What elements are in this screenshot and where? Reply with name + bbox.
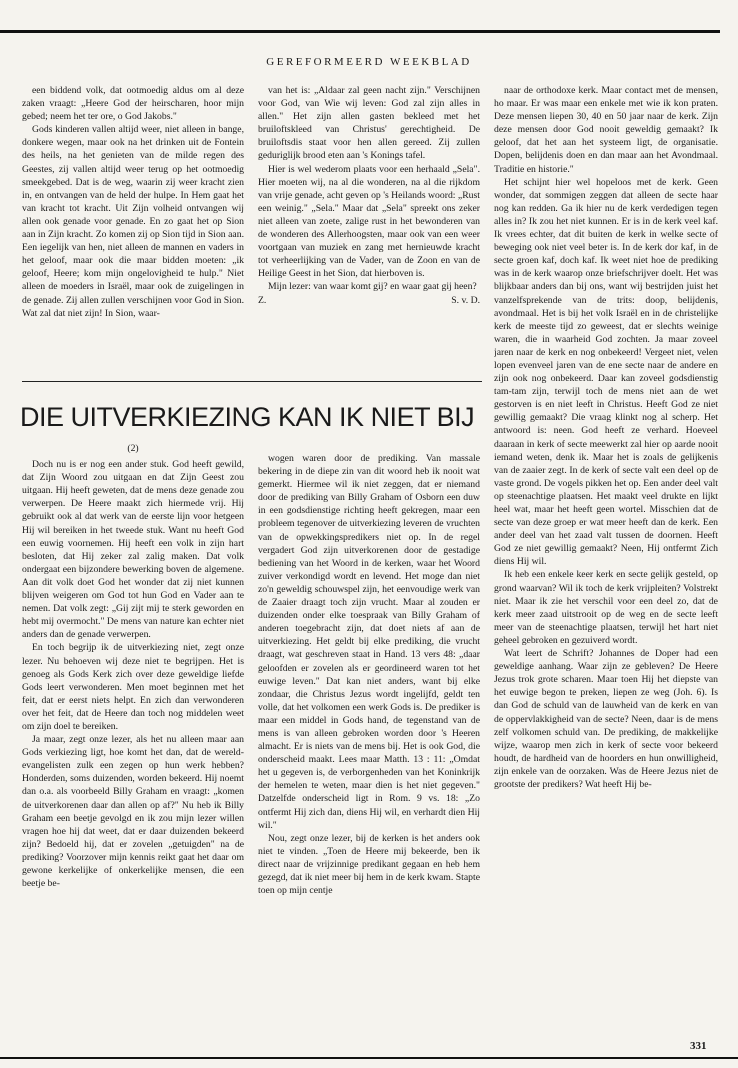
paragraph: En toch begrijp ik de uitverkiezing niet, zegt onze lezer. Nu behoeven wij deze niet te begrijpen. Het is genoeg als Gods Kerk zich over deze geweldige liefde Gods leert verwonderen. Men moet beginnen met het feit, dat er eerst niets helpt. En zich dan verwonderen over het feit, dat de Heere dan toch nog middelen weet om zijn doel te bereiken. [22,642,244,732]
paragraph: Gods kinderen vallen altijd weer, niet alleen in bange, donkere wegen, maar ook na het drinken uit de Fontein des heils, na het genieten van de milde regen des Geestes, zij vallen altijd weer terug op het ootmoedig smeekgebed. Dat is de weg, waarin zij weer kracht zien in, en ontvangen van de held der hulpe. In Hem gaat het van kracht tot kracht. Uit Zijn volheid ontvangen wij allen ook genade voor genade. En zo gaat het op Sion aan in Zijn kracht. Zo komen zij op Sion tijd in Sion aan. Een iegelijk van hen, niet alleen de mannen en vaders in het geloof, maar ook die maar bidden moeten: „ik geloof, Heere; kom mijn ongelovigheid te hulp." Niet alleen de moeders in Israël, maar ook de zuigelingen in de genade. Zij allen zullen verschijnen voor God in Sion. Wat zal dat niet zijn! In Sion, waar- [22,124,244,319]
paragraph: Mijn lezer: van waar komt gij? en waar gaat gij heen? [268,281,477,293]
column-5 [258,452,480,1026]
paragraph: naar de orthodoxe kerk. Maar contact met de mensen, ho maar. Er was maar een enkele met wie ik kon praten. Deze mensen liepen 30, 40 en 50 jaar naar de kerk. Zijn deze mensen door God nooit geweldig gemaakt? Ik geloof, dat het aan het systeem ligt, de organisatie. Dopen, belijdenis doen en dan maar aan het Avondmaal. Traditie en historie." [494,85,718,175]
top-rule [0,30,720,33]
paragraph: Ik heb een enkele keer kerk en secte gelijk gesteld, op grond waarvan? Wil ik toch de kerk vrijpleiten? Volstrekt niet. Maar ik zie het verschil voor een deel zo, dat de kerk meer zaad uitstrooit op de weg en de secte leeft meer van de steenachtige plaatsen, terwijl het hart niet geheel gebroken en gezuiverd wordt. [494,569,718,646]
paragraph: Hier is wel wederom plaats voor een herhaald „Sela". Hier moeten wij, na al die wonderen, na al die rijkdom van vrije genade, acht geven op 's Heilands woord: „Rust een weinig." „Sela." Maar dat „Sela" spreekt ons zeker niet alleen van zoete, zalige rust in het bewonderen van de wonderen des Allerhoogsten, maar ook van een weer voortgaan van muziek en zang met hernieuwde kracht tot verheerlijking van de Vader, van de Zoon en van de Heilige Geest in het Sion, dat hierboven is. [258,163,480,280]
part-number: (2) [127,443,139,454]
paragraph: een biddend volk, dat ootmoedig aldus om al deze zaken vraagt: „Heere God der heirscharen, hoor mijn gebed; neem het ter ore, o God Jakobs." [22,85,244,123]
article-headline: DIE UITVERKIEZING KAN IK NIET BIJ [20,402,475,432]
signature-left: Z. [258,294,267,306]
paragraph: wogen waren door de prediking. Van massale bekering in de diepe zin van dit woord heb ik nooit wat gemerkt. Hiermee wil ik niet zeggen, dat er niemand door de prediking van Billy Graham of Osborn een duw in een godsdienstige richting heeft gekregen, maar een probleem tegenover de uitverkiezing leveren de vruchten van de opwekkingspredikers niet op. In de regel vergadert God zijn uitverkorenen door de gestadige bediening van het Woord in de kerken, waar het Woord zuiver verkondigd wordt en levend. Het moge dan niet zo'n geweldig schouwspel zijn, het eenvoudige werk van de Zaaier draagt toch zijn vrucht. Maar al zouden er duizenden onder elke toespraak van Billy Graham of anderen toegebracht zijn, dat doet niets af aan de uitverkiezing. Het geldt bij elke prediking, die vrucht draagt, wat geschreven staat in Hand. 13 vers 48: „daar geloofden er zovelen als er geordineerd waren tot het euwige leven." Dat kan niet anders, want bij elke zondaar, die Christus Jezus wordt ingelijfd, geldt ten volle, dat het volkomen een werk Gods is. De prediker is maar een middel in Gods hand, de tegenstand van de mens is van alleen gebroken worden door 's Heeren almacht. Er is niets van de mens bij. Het is ook God, die onderscheid maakt. Lees maar Matth. 13 : 11: „Omdat het u gegeven is, de verborgenheden van het Koninkrijk der hemelen te weten, maar dien is het niet gegeven." Datzelfde onderscheid ligt in Rom. 9 vs. 18: „Zo ontfermt Hij zich dan, diens Hij wil, en verhardt dien Hij wil." [258,453,480,831]
paragraph: Wat leert de Schrift? Johannes de Doper had een geweldige aanhang. Waar zijn ze gebleven? De Heere Jezus trok grote scharen. Maar toen Hij het diepste van het euwige begon te preken, liepen ze weg (Joh. 6). Is dan God de schuld van de lauwheid van de kerk en van de oppervlakkigheid van de secte? Neen, daar is de mens zelf volkomen schuld van. De prediking, de makkelijke wijze, waarop men zich in kerk of secte voor bekeerd houdt, de hardheid van de hoorders en hun onwilligheid, zijn enkele van de oorzaken. Was de Heere Jezus niet de grootste der predikers? Wat heeft Hij be- [494,648,718,790]
signature-line [258,294,480,307]
page-header: GEREFORMEERD WEEKBLAD [266,56,472,68]
paragraph: Doch nu is er nog een ander stuk. God heeft gewild, dat Zijn Woord zou uitgaan en dat Zijn Geest zou uitgaan. Hij heeft geweten, dat de mens deze genade zou verwerpen. De Heere maakt zich hiermede vrij. Hij gebruikt ook al dat werk van de eerste lijn voor hetgeen Hij wil bereiken in het tweede stuk. Want nu heeft God een euwig voornemen. Hij heeft een volk in zijn hart besloten, dat Hij zeker zal zalig maken. Dat volk ondergaat een bijzondere bewerking boven de algemene. Aan dit volk doet God het wonder dat zij niet kunnen blijven weigeren om God tot hun God en Vader aan te nemen. Dat volk zegt: „Gij zijt mij te sterk geworden en hebt mij overmocht." De mens van nature kan echter niet anders dan de genade verwerpen. [22,459,244,641]
column-1 [22,84,244,368]
column-3 [494,84,718,1026]
paragraph: Ja maar, zegt onze lezer, als het nu alleen maar aan Gods verkiezing ligt, hoe komt het dan, dat de wereld-evangelisten zulk een zegen op hun werk hebben? Honderden, soms duizenden, worden bekeerd. Hij noemt dan o.a. als voorbeeld Billy Graham en vraagt: „komen de uitverkorenen daar dan allen op af?" Nu heb ik Billy Graham een beetje gevolgd en ik zou mijn lezer willen vragen hoe hij dat weet, dat er daar duizenden bekeerd zijn? Bedoeld hij, dat er zovelen „getuigden" na de prediking? Voorzover mijn kennis reikt gaat het daar om gewone kerkelijke of onkerkelijke mensen, die een beetje be- [22,734,244,890]
paragraph: Het schijnt hier wel hopeloos met de kerk. Geen wonder, dat sommigen zeggen dat alleen de secte haar nog kan redden. Ga ik hier nu de kerk verdedigen tegen alles in? Ik zou het niet kunnen. Er is in de kerk veel kaf. Ik vrees echter, dat dit buiten de kerk in welke secte of beweging ook niet veel beter is. In de kerk dor kaf, in de secte groen kaf, doch kaf. Ik weet niet hoe de prediking was in de kerk waarop onze briefschrijver doelt. Het was blijkbaar anders dan bij ons, want wij bestrijden juist het vanzelfsprekende van de trits: doop, belijdenis, avondmaal. Het is bij het volk Israël en in de christelijke kerk de meeste tijd zo geweest, dat er slechts weinige waren, die in waarheid God zochten. Ja maar zoveel jaren naar de kerk en nog onbekeerd! Vergeet niet, velen lopen evenveel jaren van de ene secte naar de andere en zijn ook nog onbekeerd. Daar kan zoveel godsdienstig tam-tam zijn, terwijl toch de mens niet aan de wet gestorven is en niet leeft in Christus. Heeft God ze niet gewillig gemaakt? Die vraag klinkt nog al scherp. Het antwoord is: neen. God heeft ze verhard. Hoeveel daaraan in kerk of secte meewerkt zal hier op aarde nooit iemand weten, denk ik. Maar het is zoals de gelijkenis van de zaaier zegt. In de kerk of secte valt een deel op de vaste grond. De vogels pikken het op. Een ander deel valt op steenachtige plaatsen. Het maakt veel drukte en lijkt heel wat, maar het heeft geen wortel. Misschien dat de secte van deze groep er wat meer heeft dan de kerk. Een ander deel van het zaad valt tussen de doornen. Heeft God ze niet gewillig gemaakt? Neen, Hij ontfermt Zich diens Hij wil. [494,176,718,568]
page-number: 331 [690,1040,707,1052]
section-divider [22,381,482,382]
signature-right: S. v. D. [451,294,480,306]
paragraph: van het is: „Aldaar zal geen nacht zijn." Verschijnen voor God, van Wie wij leven: God zal zijn alles in allen." Het zijn allen gasten bekleed met het bruiloftskleed van Christus' gerechtigheid. De bruiloftsdis staat voor hen allen gereed. Zij zullen geduriglijk brood eten aan 's Konings tafel. [258,85,480,162]
paragraph: Nou, zegt onze lezer, bij de kerken is het anders ook niet te vinden. „Toen de Heere mij bekeerde, ben ik direct naar de vrijzinnige predikant gegaan en heb hem gezegd, dat ik niet meer bij hem in de kerk kwam. Stapte toen op mijn centje [258,832,480,897]
bottom-rule [0,1057,738,1059]
column-4 [22,442,244,1030]
column-2 [258,84,480,374]
